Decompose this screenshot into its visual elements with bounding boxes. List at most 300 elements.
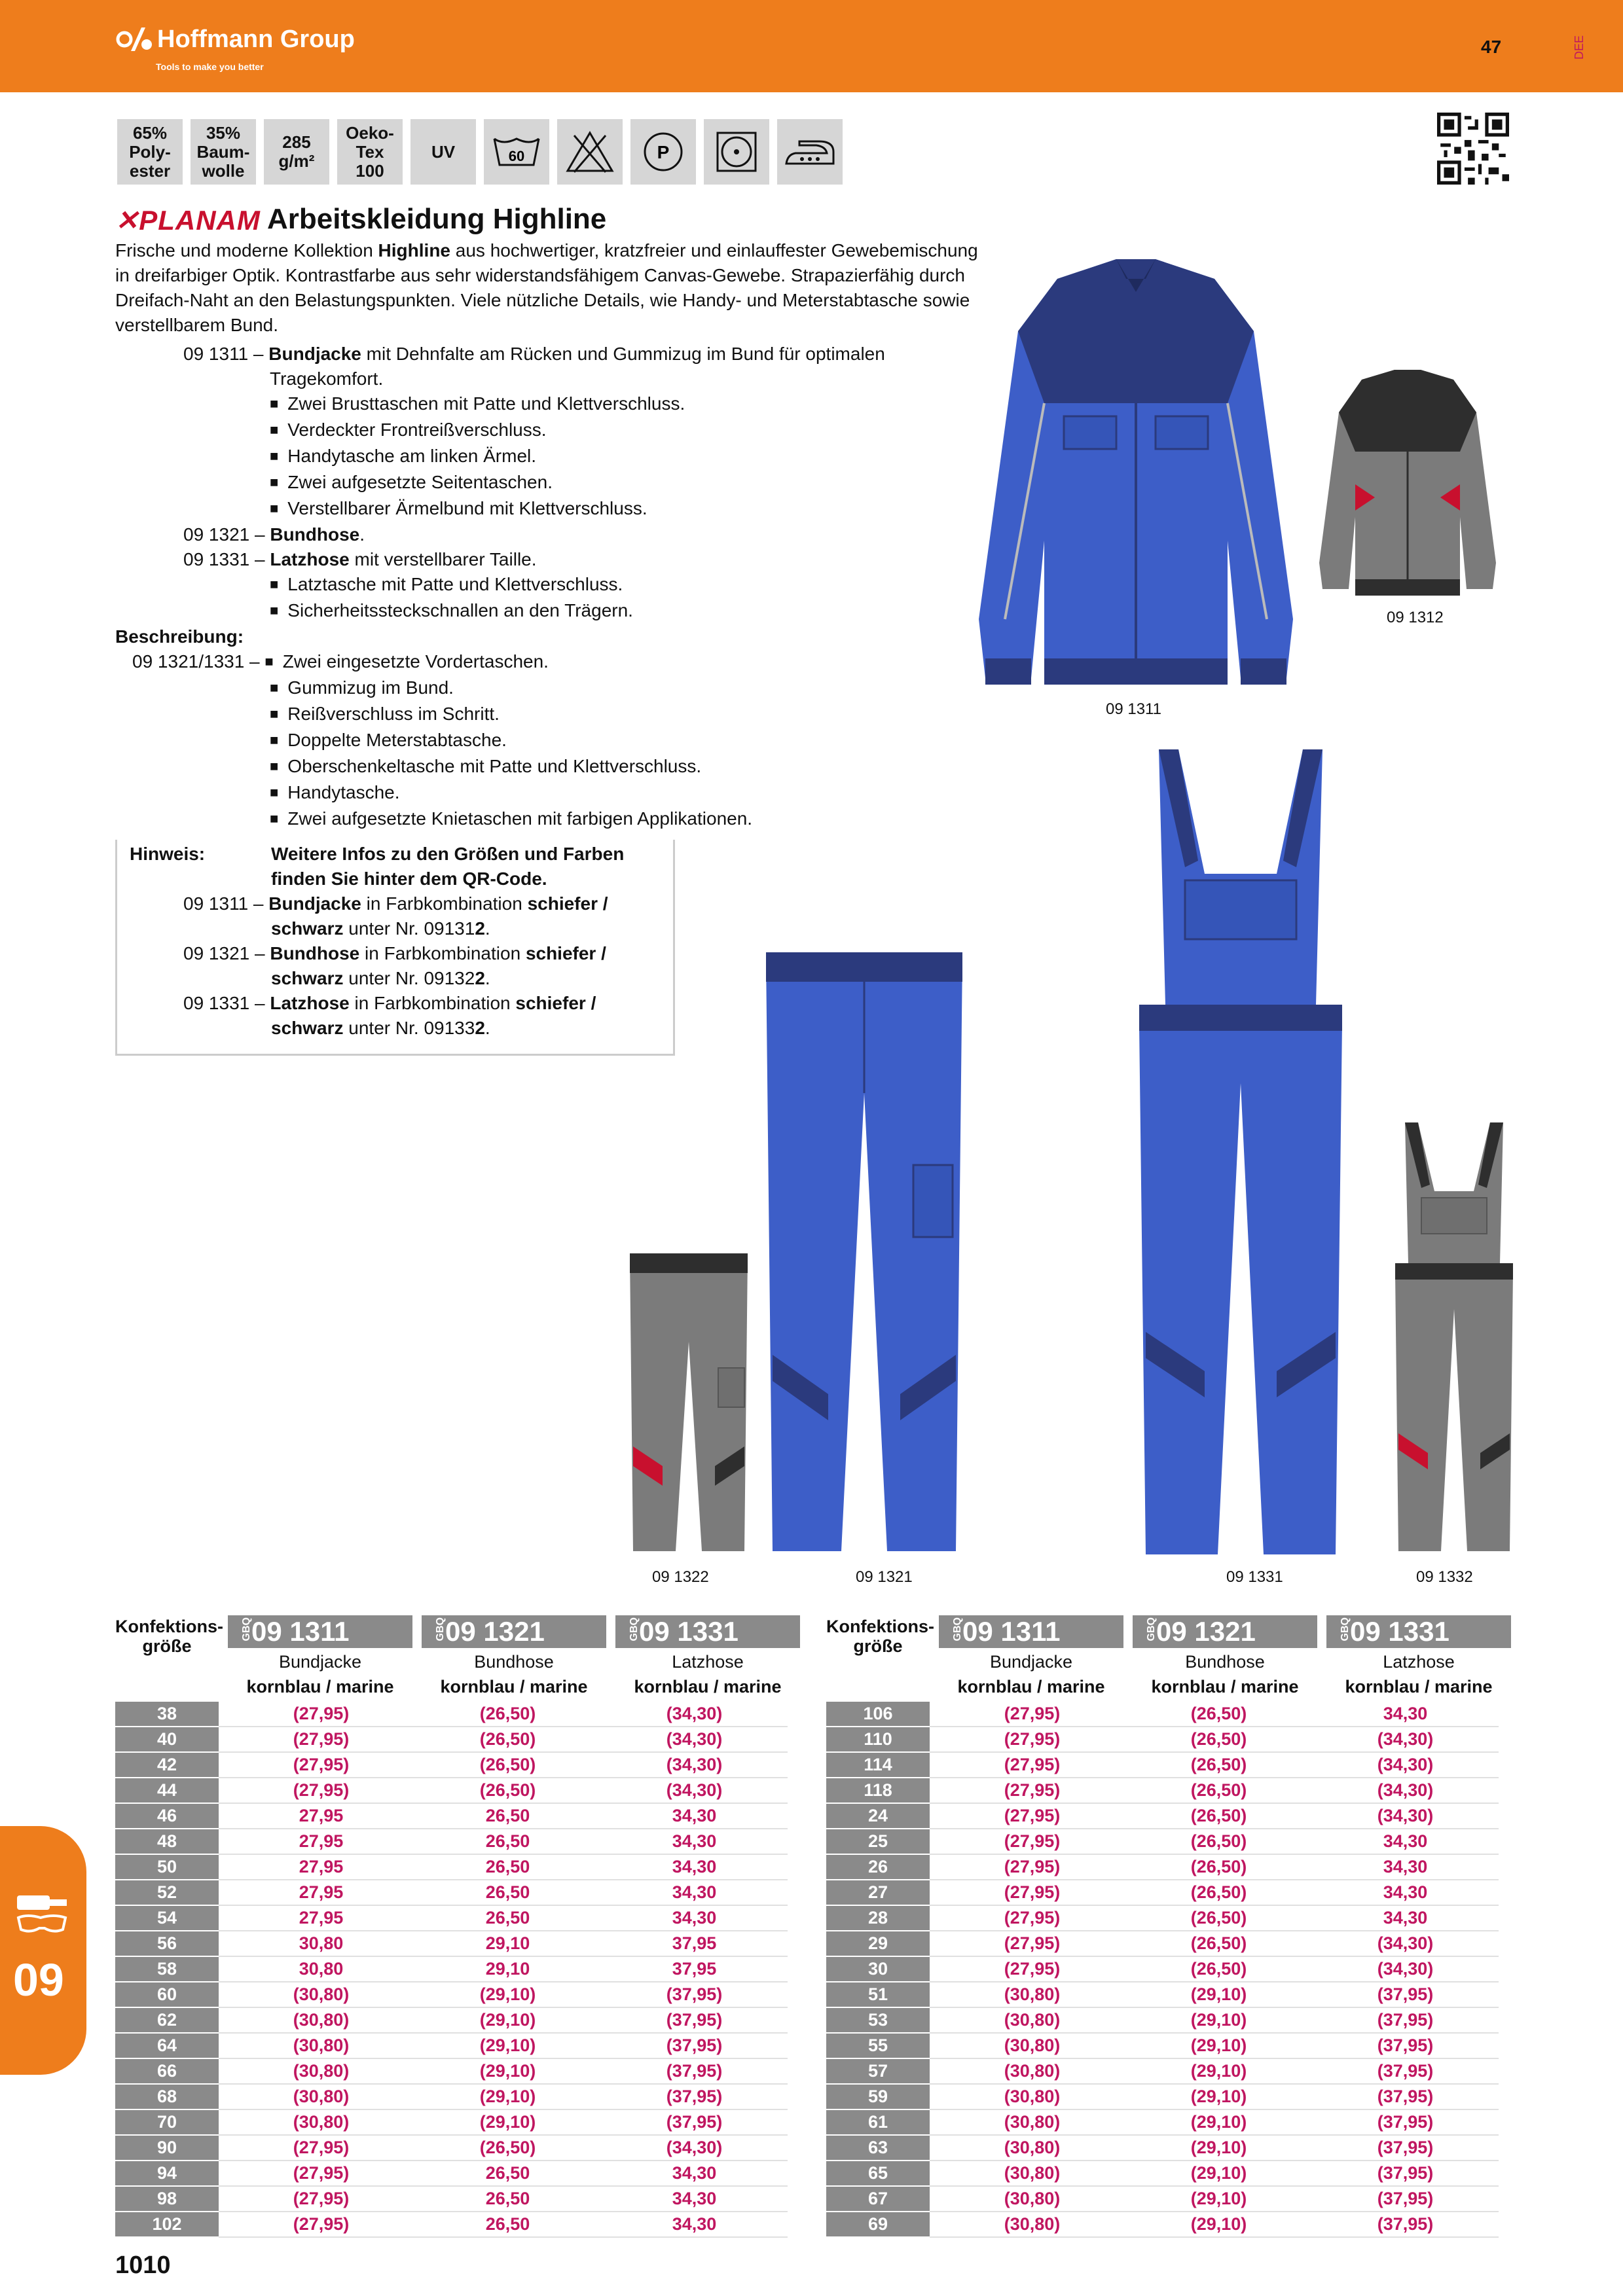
price-cell: (34,30) bbox=[601, 1702, 788, 1727]
price-cell: (37,95) bbox=[1312, 2084, 1499, 2109]
item-number: 09 1331 – bbox=[183, 993, 265, 1013]
price-cell: 26,50 bbox=[414, 1905, 601, 1931]
price-cell: 34,30 bbox=[601, 2161, 788, 2186]
intro-part: aus hochwertiger, kratzfreier und einlauffester Gewebemischung bbox=[450, 240, 978, 260]
size-cell: 68 bbox=[115, 2084, 219, 2109]
price-cell: 34,30 bbox=[601, 1829, 788, 1854]
price-cell: (29,10) bbox=[1125, 2109, 1312, 2135]
size-cell: 57 bbox=[826, 2058, 930, 2084]
intro-text bbox=[115, 238, 1032, 338]
note-text: . bbox=[484, 1018, 490, 1038]
col-name: Bundjacke bbox=[989, 1652, 1073, 1672]
material-weight bbox=[264, 119, 329, 185]
size-cell: 98 bbox=[115, 2186, 219, 2212]
size-row bbox=[115, 1880, 788, 1905]
konf-label bbox=[115, 1617, 223, 1656]
bullet: ■ Zwei aufgesetzte Seitentaschen. bbox=[115, 470, 993, 496]
material-uv bbox=[410, 119, 476, 185]
price-cell: (29,10) bbox=[1125, 2033, 1312, 2058]
caption-091311: 09 1311 bbox=[1106, 700, 1161, 718]
material-cotton bbox=[191, 119, 256, 185]
price-cell: 26,50 bbox=[414, 1829, 601, 1854]
price-cell: 34,30 bbox=[1312, 1880, 1499, 1905]
price-cell: (27,95) bbox=[219, 1778, 414, 1803]
price-cell: (34,30) bbox=[601, 1752, 788, 1778]
hoffmann-logo bbox=[115, 25, 355, 54]
note-text: . bbox=[484, 918, 490, 939]
note-text: in Farbkombination bbox=[361, 893, 528, 914]
price-cell: (26,50) bbox=[414, 2135, 601, 2161]
price-cell: (34,30) bbox=[601, 1727, 788, 1752]
bullet: ■ Sicherheitssteckschnallen an den Trägern. bbox=[115, 598, 993, 624]
price-cell: 26,50 bbox=[414, 2161, 601, 2186]
bullet: ■ Handytasche am linken Ärmel. bbox=[115, 444, 993, 470]
size-row bbox=[826, 1854, 1499, 1880]
price-cell: (37,95) bbox=[1312, 2109, 1499, 2135]
col-tag: GBQ bbox=[629, 1617, 640, 1641]
price-cell: (27,95) bbox=[930, 1752, 1125, 1778]
logo-text: Hoffmann Group bbox=[157, 25, 355, 53]
price-cell: 34,30 bbox=[1312, 1829, 1499, 1854]
bullet: ■ Oberschenkeltasche mit Patte und Klettverschluss. bbox=[115, 754, 993, 780]
price-cell: (29,10) bbox=[414, 2033, 601, 2058]
price-cell: (30,80) bbox=[930, 2058, 1125, 2084]
price-cell: (29,10) bbox=[414, 2084, 601, 2109]
price-cell: (26,50) bbox=[1125, 1880, 1312, 1905]
price-cell: 26,50 bbox=[414, 2212, 601, 2237]
note-text: unter Nr. 09133 bbox=[343, 1018, 475, 1038]
price-cell: 34,30 bbox=[601, 2186, 788, 2212]
col-name: Bundhose bbox=[474, 1652, 554, 1672]
konf-line: größe bbox=[142, 1636, 192, 1656]
price-cell: (37,95) bbox=[601, 2007, 788, 2033]
size-row bbox=[826, 2084, 1499, 2109]
price-cell: 27,95 bbox=[219, 1803, 414, 1829]
size-row bbox=[115, 2212, 788, 2237]
size-cell: 61 bbox=[826, 2109, 930, 2135]
size-row bbox=[826, 1727, 1499, 1752]
price-cell: (37,95) bbox=[1312, 1982, 1499, 2007]
size-cell: 63 bbox=[826, 2135, 930, 2161]
size-row bbox=[826, 2109, 1499, 2135]
mat-line: 65% bbox=[132, 122, 168, 143]
col-color: kornblau / marine bbox=[1345, 1677, 1493, 1696]
price-cell: (27,95) bbox=[930, 1931, 1125, 1956]
note-color: schwarz bbox=[271, 1018, 344, 1038]
size-row bbox=[826, 1702, 1499, 1727]
size-cell: 30 bbox=[826, 1956, 930, 1982]
size-row bbox=[115, 2058, 788, 2084]
size-row bbox=[826, 1752, 1499, 1778]
note-color: schiefer / bbox=[515, 993, 596, 1013]
size-table-right bbox=[826, 1702, 1499, 2238]
note-row bbox=[130, 941, 666, 966]
size-cell: 90 bbox=[115, 2135, 219, 2161]
caption-091331: 09 1331 bbox=[1226, 1568, 1283, 1586]
material-polyester bbox=[117, 119, 183, 185]
size-row bbox=[115, 1982, 788, 2007]
col-head-091311 bbox=[939, 1615, 1123, 1648]
price-cell: 34,30 bbox=[1312, 1702, 1499, 1727]
price-cell: 34,30 bbox=[601, 1905, 788, 1931]
price-cell: (37,95) bbox=[1312, 2186, 1499, 2212]
price-cell: (29,10) bbox=[1125, 2084, 1312, 2109]
size-row bbox=[826, 1829, 1499, 1854]
item-name: Bundjacke bbox=[268, 893, 361, 914]
price-cell: (26,50) bbox=[414, 1702, 601, 1727]
size-row bbox=[826, 1803, 1499, 1829]
mat-line: Baum- bbox=[196, 141, 250, 162]
jacket-blue-image bbox=[966, 253, 1306, 711]
size-cell: 52 bbox=[115, 1880, 219, 1905]
note-row bbox=[130, 891, 666, 916]
price-cell: (34,30) bbox=[1312, 1803, 1499, 1829]
size-row bbox=[115, 1905, 788, 1931]
size-cell: 118 bbox=[826, 1778, 930, 1803]
size-row bbox=[115, 1854, 788, 1880]
price-cell: (27,95) bbox=[930, 1854, 1125, 1880]
mat-line: ester bbox=[129, 160, 171, 181]
col-color: kornblau / marine bbox=[957, 1677, 1105, 1696]
price-cell: (30,80) bbox=[930, 2109, 1125, 2135]
size-row bbox=[826, 2007, 1499, 2033]
price-cell: (30,80) bbox=[930, 1982, 1125, 2007]
note-row-cont bbox=[130, 1016, 666, 1041]
price-cell: (27,95) bbox=[219, 1702, 414, 1727]
size-cell: 27 bbox=[826, 1880, 930, 1905]
size-cell: 66 bbox=[115, 2058, 219, 2084]
size-row bbox=[115, 1727, 788, 1752]
mat-line: Oeko- bbox=[346, 122, 394, 143]
bullet: ■ Gummizug im Bund. bbox=[115, 675, 993, 702]
price-cell: (30,80) bbox=[930, 2007, 1125, 2033]
intro-line bbox=[115, 238, 1032, 263]
language-code: DEE bbox=[1573, 35, 1586, 60]
item-number: 09 1311 – bbox=[183, 893, 264, 914]
size-row bbox=[115, 2033, 788, 2058]
price-cell: 27,95 bbox=[219, 1880, 414, 1905]
qr-code[interactable] bbox=[1437, 113, 1509, 185]
price-cell: 29,10 bbox=[414, 1956, 601, 1982]
size-cell: 65 bbox=[826, 2161, 930, 2186]
logo-mark-icon bbox=[115, 25, 153, 54]
note-last: 2 bbox=[475, 1018, 485, 1038]
mat-line: Tex bbox=[356, 141, 384, 162]
overalls-grey-image bbox=[1392, 1119, 1516, 1558]
trousers-grey-image bbox=[623, 1250, 754, 1558]
item-number: 09 1321 – bbox=[183, 943, 265, 963]
bullet: ■ Zwei aufgesetzte Knietaschen mit farbigen Applikationen. bbox=[115, 806, 993, 833]
price-cell: (29,10) bbox=[1125, 2212, 1312, 2237]
price-cell: 34,30 bbox=[601, 2212, 788, 2237]
price-cell: (37,95) bbox=[601, 2084, 788, 2109]
price-cell: 34,30 bbox=[601, 1880, 788, 1905]
mat-line: UV bbox=[431, 141, 456, 162]
jacket-grey-image bbox=[1316, 367, 1499, 602]
price-cell: (27,95) bbox=[930, 1956, 1125, 1982]
size-cell: 42 bbox=[115, 1752, 219, 1778]
price-cell: (37,95) bbox=[1312, 2161, 1499, 2186]
mat-line: 100 bbox=[356, 160, 384, 181]
caption-091312: 09 1312 bbox=[1387, 609, 1444, 626]
konf-line: Konfektions- bbox=[826, 1617, 934, 1636]
size-cell: 50 bbox=[115, 1854, 219, 1880]
note-content bbox=[130, 842, 666, 1041]
price-cell: (27,95) bbox=[219, 1752, 414, 1778]
col-tag: GBQ bbox=[1340, 1617, 1351, 1641]
item-number: 09 1311 – bbox=[183, 344, 264, 364]
price-cell: (27,95) bbox=[930, 1727, 1125, 1752]
page-number-bottom: 1010 bbox=[115, 2251, 171, 2279]
col-nr: 09 1311 bbox=[962, 1616, 1061, 1647]
size-cell: 38 bbox=[115, 1702, 219, 1727]
price-cell: (26,50) bbox=[414, 1778, 601, 1803]
price-cell: 37,95 bbox=[601, 1956, 788, 1982]
price-cell: 26,50 bbox=[414, 2186, 601, 2212]
size-cell: 69 bbox=[826, 2212, 930, 2237]
price-cell: 27,95 bbox=[219, 1829, 414, 1854]
price-cell: (29,10) bbox=[1125, 2058, 1312, 2084]
size-table-left bbox=[115, 1702, 788, 2238]
price-cell: 37,95 bbox=[601, 1931, 788, 1956]
price-cell: (29,10) bbox=[1125, 2161, 1312, 2186]
note-label: Hinweis: bbox=[130, 844, 206, 864]
item-desc: . bbox=[359, 524, 365, 545]
price-cell: (37,95) bbox=[601, 2109, 788, 2135]
col-head-091321 bbox=[1133, 1615, 1317, 1648]
tumble-dry-icon bbox=[704, 119, 769, 185]
price-cell: 34,30 bbox=[1312, 1854, 1499, 1880]
price-cell: (30,80) bbox=[930, 2135, 1125, 2161]
note-row-cont bbox=[130, 966, 666, 991]
price-cell: (34,30) bbox=[1312, 1778, 1499, 1803]
col-color: kornblau / marine bbox=[634, 1677, 782, 1696]
note-color: schiefer / bbox=[525, 943, 606, 963]
price-cell: (29,10) bbox=[1125, 2135, 1312, 2161]
note-row-cont bbox=[130, 916, 666, 941]
iron-icon bbox=[777, 119, 843, 185]
bullet: ■ Handytasche. bbox=[115, 780, 993, 806]
mat-line: wolle bbox=[202, 160, 245, 181]
chapter-tab[interactable] bbox=[0, 1826, 86, 2075]
price-cell: (26,50) bbox=[1125, 1931, 1312, 1956]
item-list bbox=[115, 342, 993, 833]
note-text: in Farbkombination bbox=[359, 943, 526, 963]
size-cell: 46 bbox=[115, 1803, 219, 1829]
price-cell: 26,50 bbox=[414, 1854, 601, 1880]
size-row bbox=[115, 2135, 788, 2161]
item-latz bbox=[115, 547, 993, 572]
note-color: schiefer / bbox=[527, 893, 608, 914]
item-name: Latzhose bbox=[270, 549, 350, 569]
note-text: in Farbkombination bbox=[349, 993, 516, 1013]
price-cell: (27,95) bbox=[219, 2212, 414, 2237]
page-number-top: 47 bbox=[1481, 37, 1502, 57]
no-bleach-icon bbox=[557, 119, 623, 185]
col-tag: GBQ bbox=[435, 1617, 446, 1641]
size-cell: 40 bbox=[115, 1727, 219, 1752]
price-cell: (29,10) bbox=[1125, 2007, 1312, 2033]
intro-part: Frische und moderne Kollektion bbox=[115, 240, 378, 260]
wash-60-icon bbox=[484, 119, 549, 185]
size-row bbox=[826, 2135, 1499, 2161]
price-cell: 34,30 bbox=[1312, 1905, 1499, 1931]
safety-gear-icon bbox=[14, 1892, 69, 1937]
size-cell: 114 bbox=[826, 1752, 930, 1778]
size-cell: 53 bbox=[826, 2007, 930, 2033]
price-cell: (26,50) bbox=[1125, 1752, 1312, 1778]
size-cell: 24 bbox=[826, 1803, 930, 1829]
price-cell: (37,95) bbox=[601, 2033, 788, 2058]
size-cell: 28 bbox=[826, 1905, 930, 1931]
col-head-091331 bbox=[1326, 1615, 1511, 1648]
price-cell: 34,30 bbox=[601, 1854, 788, 1880]
col-color: kornblau / marine bbox=[1151, 1677, 1299, 1696]
size-cell: 110 bbox=[826, 1727, 930, 1752]
size-row bbox=[115, 2007, 788, 2033]
col-tag: GBQ bbox=[1146, 1617, 1157, 1641]
price-cell: 27,95 bbox=[219, 1905, 414, 1931]
col-nr: 09 1311 bbox=[251, 1616, 350, 1647]
price-cell: 30,80 bbox=[219, 1956, 414, 1982]
brand-logo: ✕PLANAM bbox=[115, 205, 261, 236]
col-color: kornblau / marine bbox=[440, 1677, 588, 1696]
bullet: ■ Doppelte Meterstabtasche. bbox=[115, 728, 993, 754]
price-cell: (37,95) bbox=[1312, 2135, 1499, 2161]
size-cell: 25 bbox=[826, 1829, 930, 1854]
chapter-number: 09 bbox=[13, 1954, 64, 2005]
size-cell: 106 bbox=[826, 1702, 930, 1727]
overalls-blue-image bbox=[1133, 743, 1349, 1561]
bullet: ■ Latztasche mit Patte und Klettverschluss. bbox=[115, 572, 993, 598]
konf-line: Konfektions- bbox=[115, 1617, 223, 1636]
size-row bbox=[826, 2161, 1499, 2186]
col-tag: GBQ bbox=[952, 1617, 963, 1641]
col-name: Bundjacke bbox=[278, 1652, 362, 1672]
caption-091322: 09 1322 bbox=[652, 1568, 709, 1586]
price-cell: (30,80) bbox=[930, 2212, 1125, 2237]
page-title: Arbeitskleidung Highline bbox=[267, 203, 607, 235]
price-cell: 26,50 bbox=[414, 1803, 601, 1829]
price-cell: (27,95) bbox=[930, 1880, 1125, 1905]
size-row bbox=[115, 2186, 788, 2212]
price-cell: (30,80) bbox=[219, 2033, 414, 2058]
dry-clean-p-icon bbox=[630, 119, 696, 185]
size-row bbox=[826, 1956, 1499, 1982]
price-cell: (29,10) bbox=[414, 1982, 601, 2007]
trousers-blue-image bbox=[756, 949, 972, 1558]
item-name: Bundhose bbox=[270, 943, 360, 963]
note-color: schwarz bbox=[271, 918, 344, 939]
item-jacke bbox=[115, 342, 993, 367]
price-cell: (29,10) bbox=[414, 2109, 601, 2135]
price-cell: (26,50) bbox=[1125, 1778, 1312, 1803]
price-cell: (30,80) bbox=[930, 2161, 1125, 2186]
size-row bbox=[826, 1778, 1499, 1803]
bullet: ■ Verstellbarer Ärmelbund mit Klettverschluss. bbox=[115, 496, 993, 522]
col-name: Bundhose bbox=[1185, 1652, 1265, 1672]
size-row bbox=[826, 2186, 1499, 2212]
price-cell: (30,80) bbox=[930, 2186, 1125, 2212]
price-cell: (26,50) bbox=[414, 1752, 601, 1778]
price-cell: (26,50) bbox=[414, 1727, 601, 1752]
item-name: Bundhose bbox=[270, 524, 360, 545]
price-cell: 27,95 bbox=[219, 1854, 414, 1880]
price-cell: (37,95) bbox=[1312, 2033, 1499, 2058]
price-cell: (29,10) bbox=[1125, 2186, 1312, 2212]
price-cell: (26,50) bbox=[1125, 1956, 1312, 1982]
note-head bbox=[130, 842, 666, 867]
material-oekotex bbox=[337, 119, 403, 185]
price-cell: (26,50) bbox=[1125, 1803, 1312, 1829]
size-row bbox=[826, 1905, 1499, 1931]
price-cell: (34,30) bbox=[1312, 1931, 1499, 1956]
size-row bbox=[115, 1752, 788, 1778]
item-number: 09 1321/1331 – bbox=[132, 651, 260, 672]
price-cell: (34,30) bbox=[1312, 1752, 1499, 1778]
price-cell: (30,80) bbox=[930, 2033, 1125, 2058]
note-row bbox=[130, 991, 666, 1016]
note-text: unter Nr. 09131 bbox=[343, 918, 475, 939]
col-color: kornblau / marine bbox=[246, 1677, 394, 1696]
logo-tagline: Tools to make you better bbox=[156, 62, 264, 72]
beschreibung-label: Beschreibung: bbox=[115, 626, 244, 647]
price-cell: (30,80) bbox=[219, 1982, 414, 2007]
price-cell: 26,50 bbox=[414, 1880, 601, 1905]
size-row bbox=[115, 1803, 788, 1829]
price-cell: (27,95) bbox=[930, 1905, 1125, 1931]
item-hose bbox=[115, 522, 993, 547]
note-head-line: Weitere Infos zu den Größen und Farben bbox=[271, 844, 625, 864]
price-cell: (26,50) bbox=[1125, 1829, 1312, 1854]
price-cell: (30,80) bbox=[219, 2109, 414, 2135]
konf-label bbox=[826, 1617, 934, 1656]
size-cell: 29 bbox=[826, 1931, 930, 1956]
dry-letter: P bbox=[657, 142, 670, 162]
size-cell: 60 bbox=[115, 1982, 219, 2007]
size-row bbox=[115, 2161, 788, 2186]
size-cell: 64 bbox=[115, 2033, 219, 2058]
besch-first bbox=[115, 649, 993, 675]
col-head-091331 bbox=[615, 1615, 800, 1648]
price-cell: (27,95) bbox=[219, 2135, 414, 2161]
col-nr: 09 1331 bbox=[639, 1616, 739, 1647]
mat-line: 285 bbox=[282, 132, 311, 152]
col-nr: 09 1331 bbox=[1350, 1616, 1450, 1647]
price-cell: (27,95) bbox=[930, 1702, 1125, 1727]
col-nr: 09 1321 bbox=[1156, 1616, 1256, 1647]
price-cell: (34,30) bbox=[601, 1778, 788, 1803]
price-cell: (26,50) bbox=[1125, 1854, 1312, 1880]
price-cell: (30,80) bbox=[219, 2058, 414, 2084]
size-cell: 48 bbox=[115, 1829, 219, 1854]
brand-name: PLANAM bbox=[139, 205, 261, 236]
size-cell: 70 bbox=[115, 2109, 219, 2135]
bullet: ■ Zwei eingesetzte Vordertaschen. bbox=[264, 651, 549, 672]
wash-temp: 60 bbox=[508, 148, 525, 164]
caption-091332: 09 1332 bbox=[1416, 1568, 1473, 1586]
col-head-091311 bbox=[228, 1615, 412, 1648]
size-cell: 44 bbox=[115, 1778, 219, 1803]
col-name: Latzhose bbox=[672, 1652, 744, 1672]
mat-line: 35% bbox=[206, 122, 241, 143]
note-last: 2 bbox=[475, 918, 485, 939]
price-cell: (26,50) bbox=[1125, 1727, 1312, 1752]
size-row bbox=[115, 1702, 788, 1727]
price-cell: (29,10) bbox=[414, 2007, 601, 2033]
size-row bbox=[115, 1829, 788, 1854]
size-row bbox=[826, 2212, 1499, 2237]
